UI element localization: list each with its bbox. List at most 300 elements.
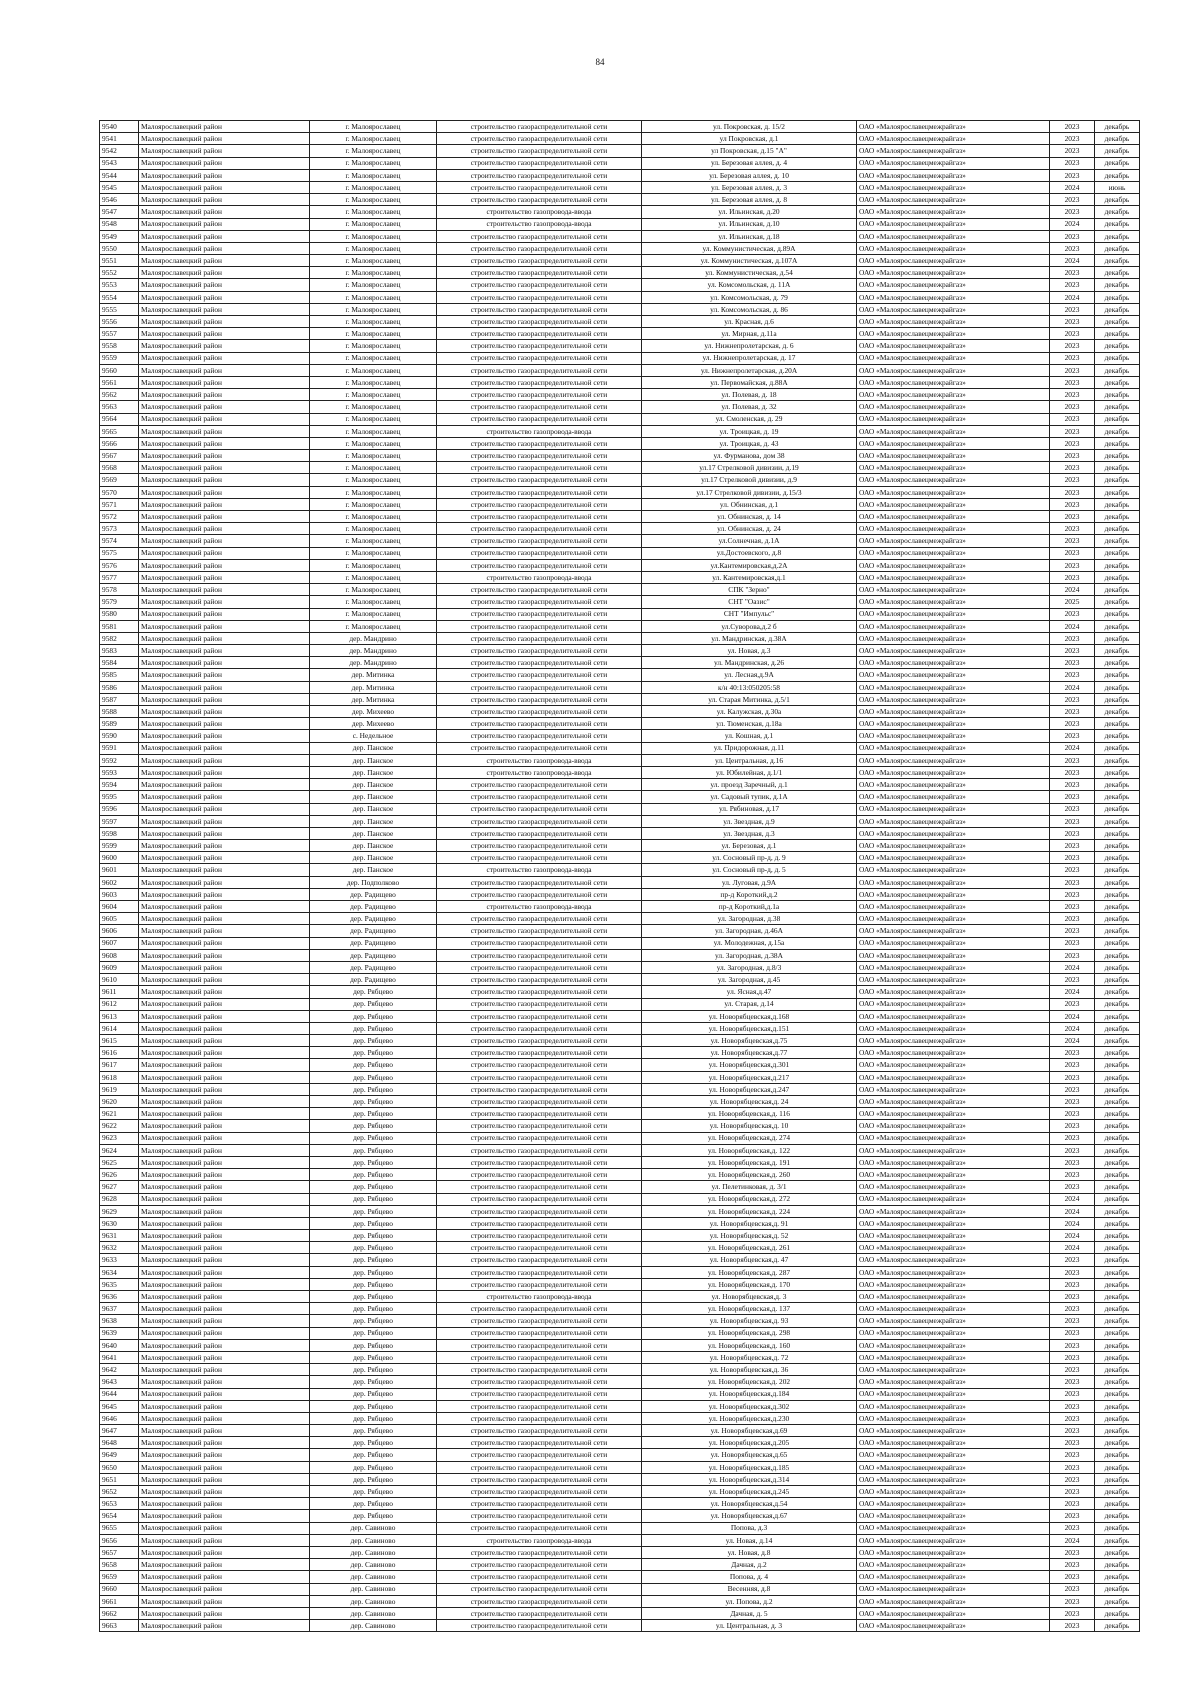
month-cell: декабрь	[1095, 1461, 1140, 1473]
address-cell: ул. Полевая, д. 18	[642, 389, 857, 401]
month-cell: декабрь	[1095, 888, 1140, 900]
organization-cell: ОАО «Малоярославецмежрайгаз»	[857, 1108, 1050, 1120]
work-type-cell: строительство газораспределительной сети	[437, 279, 642, 291]
row-number: 9597	[100, 815, 139, 827]
organization-cell: ОАО «Малоярославецмежрайгаз»	[857, 1351, 1050, 1363]
district-cell: Малоярославецкий район	[139, 657, 310, 669]
work-type-cell: строительство газопровода-ввода	[437, 1534, 642, 1546]
district-cell: Малоярославецкий район	[139, 364, 310, 376]
month-cell: декабрь	[1095, 157, 1140, 169]
district-cell: Малоярославецкий район	[139, 547, 310, 559]
address-cell: ул. Новорябцевская,д. 287	[642, 1266, 857, 1278]
month-cell: декабрь	[1095, 1449, 1140, 1461]
year-cell: 2023	[1050, 1461, 1095, 1473]
row-number: 9566	[100, 437, 139, 449]
address-cell: ул. Новорябцевская,д.75	[642, 1035, 857, 1047]
month-cell: декабрь	[1095, 693, 1140, 705]
table-row	[100, 1205, 1140, 1217]
address-cell: ул. Загородная, д.38	[642, 913, 857, 925]
address-cell: ул. Полевая, д. 32	[642, 401, 857, 413]
work-type-cell: строительство газораспределительной сети	[437, 1266, 642, 1278]
organization-cell: ОАО «Малоярославецмежрайгаз»	[857, 1327, 1050, 1339]
row-number: 9606	[100, 925, 139, 937]
year-cell: 2023	[1050, 632, 1095, 644]
work-type-cell: строительство газораспределительной сети	[437, 328, 642, 340]
work-type-cell: строительство газораспределительной сети	[437, 1437, 642, 1449]
work-type-cell: строительство газораспределительной сети	[437, 840, 642, 852]
district-cell: Малоярославецкий район	[139, 791, 310, 803]
table-row	[100, 1291, 1140, 1303]
locality-cell: дер. Рябцево	[310, 1217, 437, 1229]
address-cell: ул. Березовая, д.1	[642, 840, 857, 852]
address-cell: ул. Обнинская, д. 14	[642, 511, 857, 523]
table-row	[100, 1327, 1140, 1339]
table-row	[100, 1571, 1140, 1583]
address-cell: ул. Рябиновая, д.17	[642, 803, 857, 815]
table-row	[100, 1583, 1140, 1595]
year-cell: 2023	[1050, 730, 1095, 742]
district-cell: Малоярославецкий район	[139, 815, 310, 827]
organization-cell: ОАО «Малоярославецмежрайгаз»	[857, 181, 1050, 193]
table-row	[100, 1376, 1140, 1388]
address-cell: ул. Звездная, д.3	[642, 827, 857, 839]
month-cell: декабрь	[1095, 169, 1140, 181]
row-number: 9595	[100, 791, 139, 803]
organization-cell: ОАО «Малоярославецмежрайгаз»	[857, 328, 1050, 340]
locality-cell: дер. Рябцево	[310, 1327, 437, 1339]
organization-cell: ОАО «Малоярославецмежрайгаз»	[857, 1193, 1050, 1205]
district-cell: Малоярославецкий район	[139, 998, 310, 1010]
row-number: 9578	[100, 584, 139, 596]
work-type-cell: строительство газораспределительной сети	[437, 462, 642, 474]
table-row	[100, 389, 1140, 401]
year-cell: 2024	[1050, 291, 1095, 303]
district-cell: Малоярославецкий район	[139, 1144, 310, 1156]
work-type-cell: строительство газораспределительной сети	[437, 693, 642, 705]
organization-cell: ОАО «Малоярославецмежрайгаз»	[857, 901, 1050, 913]
row-number: 9581	[100, 620, 139, 632]
row-number: 9592	[100, 754, 139, 766]
row-number: 9590	[100, 730, 139, 742]
district-cell: Малоярославецкий район	[139, 1583, 310, 1595]
work-type-cell: строительство газопровода-ввода	[437, 1291, 642, 1303]
year-cell: 2023	[1050, 486, 1095, 498]
district-cell: Малоярославецкий район	[139, 608, 310, 620]
table-row	[100, 791, 1140, 803]
row-number: 9610	[100, 974, 139, 986]
organization-cell: ОАО «Малоярославецмежрайгаз»	[857, 291, 1050, 303]
district-cell: Малоярославецкий район	[139, 1510, 310, 1522]
table-row	[100, 230, 1140, 242]
year-cell: 2023	[1050, 328, 1095, 340]
month-cell: декабрь	[1095, 766, 1140, 778]
work-type-cell: строительство газораспределительной сети	[437, 791, 642, 803]
month-cell: декабрь	[1095, 608, 1140, 620]
work-type-cell: строительство газораспределительной сети	[437, 303, 642, 315]
organization-cell: ОАО «Малоярославецмежрайгаз»	[857, 206, 1050, 218]
organization-cell: ОАО «Малоярославецмежрайгаз»	[857, 986, 1050, 998]
district-cell: Малоярославецкий район	[139, 974, 310, 986]
row-number: 9569	[100, 474, 139, 486]
locality-cell: г. Малоярославец	[310, 303, 437, 315]
table-row	[100, 974, 1140, 986]
table-row	[100, 840, 1140, 852]
district-cell: Малоярославецкий район	[139, 303, 310, 315]
locality-cell: г. Малоярославец	[310, 547, 437, 559]
locality-cell: дер. Рябцево	[310, 1278, 437, 1290]
table-row	[100, 1230, 1140, 1242]
locality-cell: дер. Рябцево	[310, 1339, 437, 1351]
work-type-cell: строительство газораспределительной сети	[437, 632, 642, 644]
district-cell: Малоярославецкий район	[139, 486, 310, 498]
work-type-cell: строительство газопровода-ввода	[437, 754, 642, 766]
month-cell: декабрь	[1095, 779, 1140, 791]
address-cell: ул. Новорябцевская,д.217	[642, 1071, 857, 1083]
locality-cell: дер. Рябцево	[310, 1510, 437, 1522]
table-row	[100, 1559, 1140, 1571]
district-cell: Малоярославецкий район	[139, 450, 310, 462]
organization-cell: ОАО «Малоярославецмежрайгаз»	[857, 1376, 1050, 1388]
locality-cell: дер. Рябцево	[310, 1059, 437, 1071]
row-number: 9616	[100, 1047, 139, 1059]
district-cell: Малоярославецкий район	[139, 1303, 310, 1315]
locality-cell: г. Малоярославец	[310, 242, 437, 254]
table-row	[100, 218, 1140, 230]
address-cell: ул. Загородная, д.38А	[642, 949, 857, 961]
table-row	[100, 340, 1140, 352]
district-cell: Малоярославецкий район	[139, 571, 310, 583]
month-cell: декабрь	[1095, 303, 1140, 315]
organization-cell: ОАО «Малоярославецмежрайгаз»	[857, 1083, 1050, 1095]
address-cell: ул. Комсомольская, д. 79	[642, 291, 857, 303]
organization-cell: ОАО «Малоярославецмежрайгаз»	[857, 1230, 1050, 1242]
row-number: 9556	[100, 316, 139, 328]
year-cell: 2023	[1050, 389, 1095, 401]
table-row	[100, 608, 1140, 620]
row-number: 9570	[100, 486, 139, 498]
month-cell: декабрь	[1095, 1303, 1140, 1315]
year-cell: 2024	[1050, 1035, 1095, 1047]
work-type-cell: строительство газораспределительной сети	[437, 876, 642, 888]
year-cell: 2023	[1050, 1327, 1095, 1339]
row-number: 9551	[100, 255, 139, 267]
row-number: 9647	[100, 1425, 139, 1437]
month-cell: декабрь	[1095, 584, 1140, 596]
locality-cell: г. Малоярославец	[310, 169, 437, 181]
district-cell: Малоярославецкий район	[139, 1217, 310, 1229]
address-cell: ул. Коммунистическая, д.89А	[642, 242, 857, 254]
row-number: 9617	[100, 1059, 139, 1071]
district-cell: Малоярославецкий район	[139, 498, 310, 510]
district-cell: Малоярославецкий район	[139, 242, 310, 254]
month-cell: декабрь	[1095, 133, 1140, 145]
row-number: 9555	[100, 303, 139, 315]
work-type-cell: строительство газораспределительной сети	[437, 1242, 642, 1254]
row-number: 9624	[100, 1144, 139, 1156]
locality-cell: дер. Рябцево	[310, 1266, 437, 1278]
locality-cell: дер. Мандрино	[310, 657, 437, 669]
organization-cell: ОАО «Малоярославецмежрайгаз»	[857, 1498, 1050, 1510]
row-number: 9575	[100, 547, 139, 559]
table-row	[100, 206, 1140, 218]
year-cell: 2023	[1050, 145, 1095, 157]
address-cell: ул. Новорябцевская,д.245	[642, 1486, 857, 1498]
locality-cell: г. Малоярославец	[310, 571, 437, 583]
work-type-cell: строительство газораспределительной сети	[437, 1510, 642, 1522]
row-number: 9639	[100, 1327, 139, 1339]
work-type-cell: строительство газораспределительной сети	[437, 706, 642, 718]
year-cell: 2023	[1050, 876, 1095, 888]
month-cell: декабрь	[1095, 1620, 1140, 1632]
district-cell: Малоярославецкий район	[139, 584, 310, 596]
address-cell: ул. Попова, д.2	[642, 1595, 857, 1607]
month-cell: декабрь	[1095, 1315, 1140, 1327]
work-type-cell: строительство газораспределительной сети	[437, 450, 642, 462]
row-number: 9658	[100, 1559, 139, 1571]
work-type-cell: строительство газораспределительной сети	[437, 547, 642, 559]
table-row	[100, 1108, 1140, 1120]
month-cell: декабрь	[1095, 364, 1140, 376]
month-cell: декабрь	[1095, 498, 1140, 510]
organization-cell: ОАО «Малоярославецмежрайгаз»	[857, 681, 1050, 693]
row-number: 9573	[100, 523, 139, 535]
district-cell: Малоярославецкий район	[139, 718, 310, 730]
locality-cell: г. Малоярославец	[310, 559, 437, 571]
table-row	[100, 279, 1140, 291]
table-row	[100, 669, 1140, 681]
work-type-cell: строительство газораспределительной сети	[437, 1351, 642, 1363]
table-row	[100, 632, 1140, 644]
locality-cell: дер. Панское	[310, 742, 437, 754]
district-cell: Малоярославецкий район	[139, 535, 310, 547]
row-number: 9646	[100, 1412, 139, 1424]
row-number: 9591	[100, 742, 139, 754]
address-cell: ул. Мирная, д.11а	[642, 328, 857, 340]
locality-cell: дер. Савиново	[310, 1522, 437, 1534]
locality-cell: дер. Рябцево	[310, 1364, 437, 1376]
organization-cell: ОАО «Малоярославецмежрайгаз»	[857, 657, 1050, 669]
locality-cell: дер. Подполково	[310, 876, 437, 888]
year-cell: 2023	[1050, 1571, 1095, 1583]
locality-cell: дер. Рябцево	[310, 1351, 437, 1363]
work-type-cell: строительство газораспределительной сети	[437, 1205, 642, 1217]
row-number: 9599	[100, 840, 139, 852]
work-type-cell: строительство газораспределительной сети	[437, 511, 642, 523]
work-type-cell: строительство газораспределительной сети	[437, 1364, 642, 1376]
row-number: 9572	[100, 511, 139, 523]
address-cell: ул. Юбилейная, д.1/1	[642, 766, 857, 778]
locality-cell: г. Малоярославец	[310, 230, 437, 242]
work-type-cell: строительство газораспределительной сети	[437, 230, 642, 242]
district-cell: Малоярославецкий район	[139, 1291, 310, 1303]
table-row	[100, 133, 1140, 145]
district-cell: Малоярославецкий район	[139, 1071, 310, 1083]
organization-cell: ОАО «Малоярославецмежрайгаз»	[857, 766, 1050, 778]
work-type-cell: строительство газопровода-ввода	[437, 901, 642, 913]
work-type-cell: строительство газораспределительной сети	[437, 194, 642, 206]
organization-cell: ОАО «Малоярославецмежрайгаз»	[857, 364, 1050, 376]
month-cell: декабрь	[1095, 230, 1140, 242]
organization-cell: ОАО «Малоярославецмежрайгаз»	[857, 450, 1050, 462]
work-type-cell: строительство газораспределительной сети	[437, 291, 642, 303]
row-number: 9547	[100, 206, 139, 218]
district-cell: Малоярославецкий район	[139, 632, 310, 644]
district-cell: Малоярославецкий район	[139, 1339, 310, 1351]
month-cell: декабрь	[1095, 1242, 1140, 1254]
table-row	[100, 998, 1140, 1010]
month-cell: декабрь	[1095, 535, 1140, 547]
year-cell: 2023	[1050, 559, 1095, 571]
locality-cell: дер. Панское	[310, 827, 437, 839]
year-cell: 2023	[1050, 1595, 1095, 1607]
month-cell: декабрь	[1095, 1510, 1140, 1522]
year-cell: 2023	[1050, 242, 1095, 254]
work-type-cell: строительство газораспределительной сети	[437, 1071, 642, 1083]
year-cell: 2023	[1050, 1376, 1095, 1388]
table-row	[100, 1498, 1140, 1510]
work-type-cell: строительство газораспределительной сети	[437, 437, 642, 449]
organization-cell: ОАО «Малоярославецмежрайгаз»	[857, 815, 1050, 827]
year-cell: 2023	[1050, 815, 1095, 827]
work-type-cell: строительство газораспределительной сети	[437, 1620, 642, 1632]
organization-cell: ОАО «Малоярославецмежрайгаз»	[857, 389, 1050, 401]
month-cell: декабрь	[1095, 206, 1140, 218]
table-row	[100, 986, 1140, 998]
organization-cell: ОАО «Малоярославецмежрайгаз»	[857, 864, 1050, 876]
locality-cell: дер. Панское	[310, 791, 437, 803]
year-cell: 2024	[1050, 181, 1095, 193]
locality-cell: дер. Радищево	[310, 888, 437, 900]
work-type-cell: строительство газораспределительной сети	[437, 1217, 642, 1229]
address-cell: ул. Нижнепролетарская, д. 6	[642, 340, 857, 352]
district-cell: Малоярославецкий район	[139, 316, 310, 328]
month-cell: декабрь	[1095, 1339, 1140, 1351]
address-cell: ул. Новорябцевская,д. 10	[642, 1120, 857, 1132]
work-type-cell: строительство газораспределительной сети	[437, 535, 642, 547]
work-type-cell: строительство газораспределительной сети	[437, 815, 642, 827]
locality-cell: г. Малоярославец	[310, 462, 437, 474]
work-type-cell: строительство газораспределительной сети	[437, 1607, 642, 1619]
work-type-cell: строительство газораспределительной сети	[437, 1144, 642, 1156]
organization-cell: ОАО «Малоярославецмежрайгаз»	[857, 1205, 1050, 1217]
table-row	[100, 718, 1140, 730]
locality-cell: г. Малоярославец	[310, 511, 437, 523]
year-cell: 2024	[1050, 1217, 1095, 1229]
month-cell: декабрь	[1095, 1351, 1140, 1363]
address-cell: ул. Новорябцевская,д. 122	[642, 1144, 857, 1156]
address-cell: ул. Красная, д.6	[642, 316, 857, 328]
month-cell: декабрь	[1095, 1376, 1140, 1388]
address-cell: ул. Новая, д.14	[642, 1534, 857, 1546]
organization-cell: ОАО «Малоярославецмежрайгаз»	[857, 1096, 1050, 1108]
row-number: 9605	[100, 913, 139, 925]
address-cell: ул. Садовый тупик, д.1А	[642, 791, 857, 803]
year-cell: 2023	[1050, 1546, 1095, 1558]
row-number: 9560	[100, 364, 139, 376]
work-type-cell: строительство газораспределительной сети	[437, 255, 642, 267]
work-type-cell: строительство газораспределительной сети	[437, 852, 642, 864]
month-cell: декабрь	[1095, 437, 1140, 449]
table-row	[100, 852, 1140, 864]
year-cell: 2023	[1050, 1510, 1095, 1522]
year-cell: 2023	[1050, 852, 1095, 864]
district-cell: Малоярославецкий район	[139, 1156, 310, 1168]
table-row	[100, 194, 1140, 206]
table-row	[100, 1278, 1140, 1290]
row-number: 9663	[100, 1620, 139, 1632]
month-cell: декабрь	[1095, 1571, 1140, 1583]
locality-cell: г. Малоярославец	[310, 450, 437, 462]
table-row	[100, 827, 1140, 839]
year-cell: 2023	[1050, 1266, 1095, 1278]
row-number: 9580	[100, 608, 139, 620]
table-row	[100, 1461, 1140, 1473]
year-cell: 2023	[1050, 937, 1095, 949]
locality-cell: г. Малоярославец	[310, 121, 437, 133]
year-cell: 2023	[1050, 827, 1095, 839]
organization-cell: ОАО «Малоярославецмежрайгаз»	[857, 267, 1050, 279]
year-cell: 2024	[1050, 1010, 1095, 1022]
row-number: 9571	[100, 498, 139, 510]
address-cell: ул. Новорябцевская,д. 36	[642, 1364, 857, 1376]
table-row	[100, 1022, 1140, 1034]
work-type-cell: строительство газораспределительной сети	[437, 1546, 642, 1558]
work-type-cell: строительство газораспределительной сети	[437, 925, 642, 937]
district-cell: Малоярославецкий район	[139, 754, 310, 766]
table-row	[100, 1425, 1140, 1437]
organization-cell: ОАО «Малоярославецмежрайгаз»	[857, 827, 1050, 839]
work-type-cell: строительство газораспределительной сети	[437, 1108, 642, 1120]
organization-cell: ОАО «Малоярославецмежрайгаз»	[857, 669, 1050, 681]
address-cell: ул. Новорябцевская,д.69	[642, 1425, 857, 1437]
address-cell: ул. Новорябцевская,д. 272	[642, 1193, 857, 1205]
year-cell: 2023	[1050, 376, 1095, 388]
year-cell: 2023	[1050, 913, 1095, 925]
locality-cell: г. Малоярославец	[310, 157, 437, 169]
locality-cell: г. Малоярославец	[310, 584, 437, 596]
organization-cell: ОАО «Малоярославецмежрайгаз»	[857, 1559, 1050, 1571]
month-cell: декабрь	[1095, 1120, 1140, 1132]
month-cell: декабрь	[1095, 1559, 1140, 1571]
year-cell: 2023	[1050, 718, 1095, 730]
table-row	[100, 1364, 1140, 1376]
organization-cell: ОАО «Малоярославецмежрайгаз»	[857, 376, 1050, 388]
year-cell: 2023	[1050, 1181, 1095, 1193]
locality-cell: г. Малоярославец	[310, 291, 437, 303]
row-number: 9568	[100, 462, 139, 474]
month-cell: декабрь	[1095, 1595, 1140, 1607]
year-cell: 2023	[1050, 169, 1095, 181]
row-number: 9594	[100, 779, 139, 791]
organization-cell: ОАО «Малоярославецмежрайгаз»	[857, 535, 1050, 547]
address-cell: ул. Сосновый пр-д, д. 5	[642, 864, 857, 876]
work-type-cell: строительство газораспределительной сети	[437, 681, 642, 693]
month-cell: декабрь	[1095, 1388, 1140, 1400]
locality-cell: дер. Панское	[310, 766, 437, 778]
table-row	[100, 242, 1140, 254]
district-cell: Малоярославецкий район	[139, 779, 310, 791]
organization-cell: ОАО «Малоярославецмежрайгаз»	[857, 706, 1050, 718]
district-cell: Малоярославецкий район	[139, 706, 310, 718]
month-cell: декабрь	[1095, 328, 1140, 340]
row-number: 9543	[100, 157, 139, 169]
district-cell: Малоярославецкий район	[139, 474, 310, 486]
locality-cell: г. Малоярославец	[310, 376, 437, 388]
address-cell: ул. Фурманова, дом 38	[642, 450, 857, 462]
address-cell: ул. Загородная, д.8/3	[642, 961, 857, 973]
month-cell: декабрь	[1095, 1607, 1140, 1619]
locality-cell: г. Малоярославец	[310, 352, 437, 364]
